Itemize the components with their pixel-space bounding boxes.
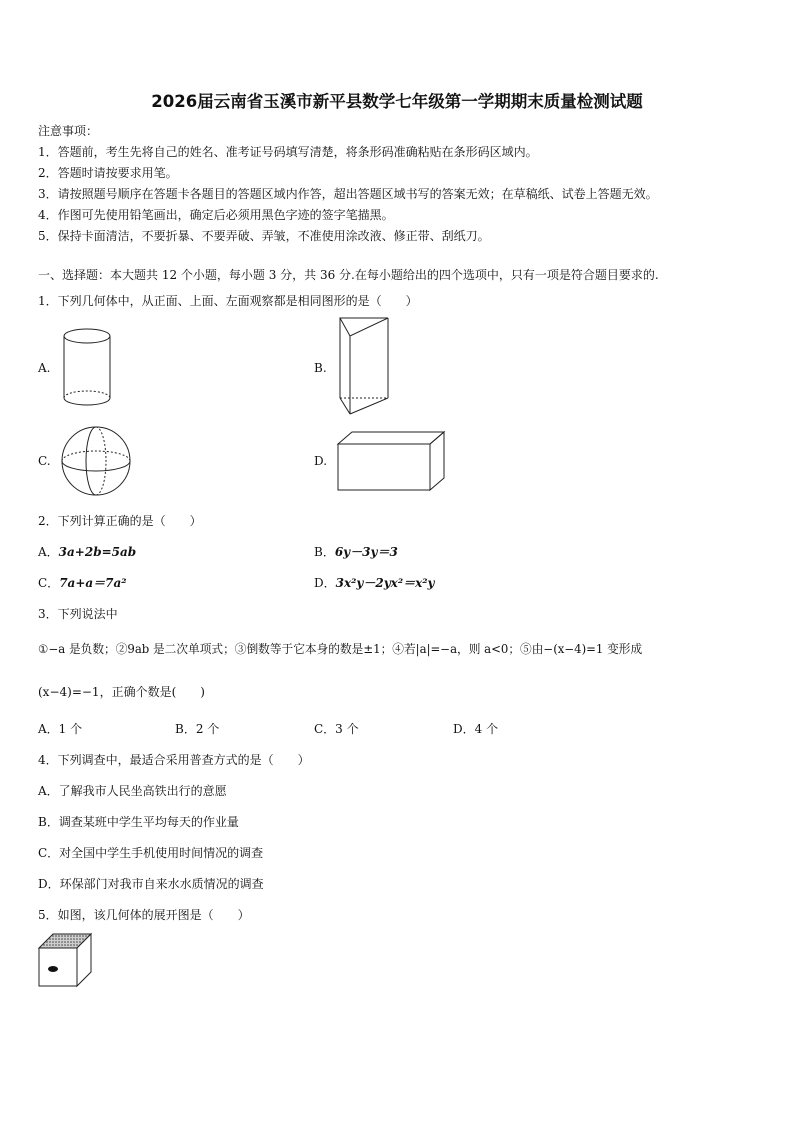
option-label: B．: [314, 545, 335, 559]
question-5-stem: 5．如图，该几何体的展开图是（ ）: [38, 908, 250, 922]
section-heading: 一、选择题：本大题共 12 个小题，每小题 3 分，共 36 分.在每小题给出的四个选项中，只有一项是符合题目要求的.: [38, 268, 659, 282]
q1-option-c-label: C.: [38, 454, 51, 468]
question-4-stem: 4．下列调查中，最适合采用普查方式的是（ ）: [38, 753, 310, 767]
option-expression: 3x²y－2yx²＝x²y: [335, 576, 435, 590]
q3-option-a: A．1 个: [38, 722, 83, 736]
cuboid-figure: [336, 430, 450, 494]
notice-item: 1．答题前，考生先将自己的姓名、准考证号码填写清楚，将条形码准确粘贴在条形码区域内。: [38, 145, 538, 159]
q4-option-a: A．了解我市人民坐高铁出行的意愿: [38, 784, 227, 798]
question-3-statements: ①−a 是负数；②9ab 是二次单项式；③倒数等于它本身的数是±1；④若|a|=−a，则 a<0；⑤由−(x−4)=1 变形成: [38, 642, 643, 656]
option-expression: 7a+a＝7a²: [59, 576, 127, 590]
notice-item: 5．保持卡面清洁，不要折暴、不要弄破、弄皱，不准使用涂改液、修正带、刮纸刀。: [38, 229, 490, 243]
option-label: D．: [314, 576, 336, 590]
option-label: A．: [38, 545, 59, 559]
q2-option-c: [38, 574, 127, 591]
q4-option-b: B．调查某班中学生平均每天的作业量: [38, 815, 239, 829]
question-3-stem: 3．下列说法中: [38, 607, 118, 621]
sphere-figure: [58, 423, 138, 503]
page-title: 2026届云南省玉溪市新平县数学七年级第一学期期末质量检测试题: [151, 92, 643, 111]
cylinder-figure: [58, 326, 118, 410]
shaded-cube-figure: [37, 932, 95, 990]
option-label: C．: [38, 576, 60, 590]
q2-option-a: [38, 543, 136, 560]
q2-option-d: [314, 574, 434, 591]
triangular-prism-figure: [334, 316, 394, 418]
question-3-statements-cont: (x−4)=−1，正确个数是( ): [38, 685, 205, 699]
notice-heading: 注意事项：: [38, 124, 99, 138]
q4-option-c: C．对全国中学生手机使用时间情况的调查: [38, 846, 264, 860]
q1-option-b-label: B.: [314, 361, 327, 375]
q1-option-a-label: A.: [38, 361, 51, 375]
notice-item: 4．作图可先使用铅笔画出，确定后必须用黑色字迹的签字笔描黑。: [38, 208, 394, 222]
notice-item: 2．答题时请按要求用笔。: [38, 166, 178, 180]
q3-option-d: D．4 个: [453, 722, 499, 736]
question-2-stem: 2．下列计算正确的是（ ）: [38, 514, 202, 528]
option-expression: 6y－3y＝3: [334, 545, 398, 559]
notice-item: 3．请按照题号顺序在答题卡各题目的答题区域内作答，超出答题区域书写的答案无效；在草稿纸、试卷上答题无效。: [38, 187, 658, 201]
question-1-stem: 1．下列几何体中，从正面、上面、左面观察都是相同图形的是（ ）: [38, 294, 418, 308]
q3-option-c: C．3 个: [314, 722, 359, 736]
q2-option-b: [314, 543, 398, 560]
q1-option-d-label: D.: [314, 454, 328, 468]
q3-option-b: B．2 个: [175, 722, 220, 736]
q4-option-d: D．环保部门对我市自来水水质情况的调查: [38, 877, 264, 891]
option-expression: 3a+2b=5ab: [58, 545, 137, 559]
